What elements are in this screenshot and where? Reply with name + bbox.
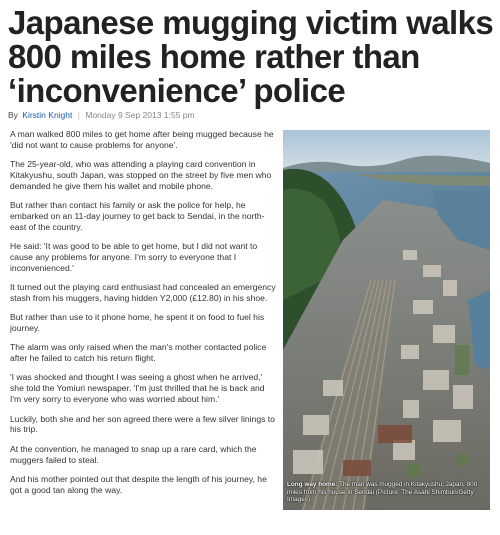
paragraph: 'I was shocked and thought I was seeing a ghost when he arrived,' she told the Yomiuri newspaper. 'I'm just thrilled that he is back and I'm very sorry to everyone who was worried about him.': [10, 372, 265, 405]
aerial-city-photo: [283, 130, 490, 510]
paragraph: A man walked 800 miles to get home after being mugged because he 'did not want to cause problems for anyone'.: [10, 129, 274, 150]
photo-caption: [287, 481, 485, 504]
author-link[interactable]: Kirstin Knight: [22, 110, 73, 120]
paragraph: The alarm was only raised when the man's mother contacted police after he failed to catch his return flight.: [10, 342, 267, 364]
caption-text: The man was mugged in Kitakyushu, Japan, 800 miles from his house in Sendai (Picture: The Asahi Shimbun/Getty Images): [287, 481, 478, 504]
publish-date: Monday 9 Sep 2013 1:55 pm: [85, 110, 195, 120]
paragraph: It turned out the playing card enthusiast had concealed an emergency stash from his muggers, having hidden Y2,000 (£12.80) in his shoe.: [10, 282, 276, 304]
paragraph: But rather than contact his family or ask the police for help, he embarked on an 11-day journey to get back to Sendai, in the north-east of the country.: [10, 200, 265, 232]
article-photo: [283, 130, 490, 510]
paragraph: But rather than use to it phone home, he spent it on food to fuel his journey.: [10, 312, 265, 334]
paragraph: He said: 'It was good to be able to get home, but I did not want to cause any problems for anyone. I'm sorry to everyone that I inconvenienced.': [10, 241, 258, 273]
paragraph: The 25-year-old, who was attending a playing card convention in Kitakyushu, south Japan, was stopped on the street by five men who demanded he give them his wallet and mobile phone.: [10, 159, 272, 191]
byline-separator: |: [77, 110, 80, 120]
paragraph: At the convention, he managed to snap up a rare card, which the muggers failed to steal.: [10, 443, 257, 465]
paragraph: Luckily, both she and her son agreed there were a few silver linings to his trip.: [10, 413, 275, 435]
byline: [8, 110, 195, 120]
article-body: [10, 129, 276, 504]
caption-title: Long way home:: [287, 481, 338, 489]
headline: Japanese mugging victim walks 800 miles home rather than ‘inconvenience’ police: [8, 4, 494, 109]
paragraph: And his mother pointed out that despite the length of his journey, he got a good tan along the way.: [10, 473, 267, 495]
byline-prefix: By: [8, 110, 18, 120]
